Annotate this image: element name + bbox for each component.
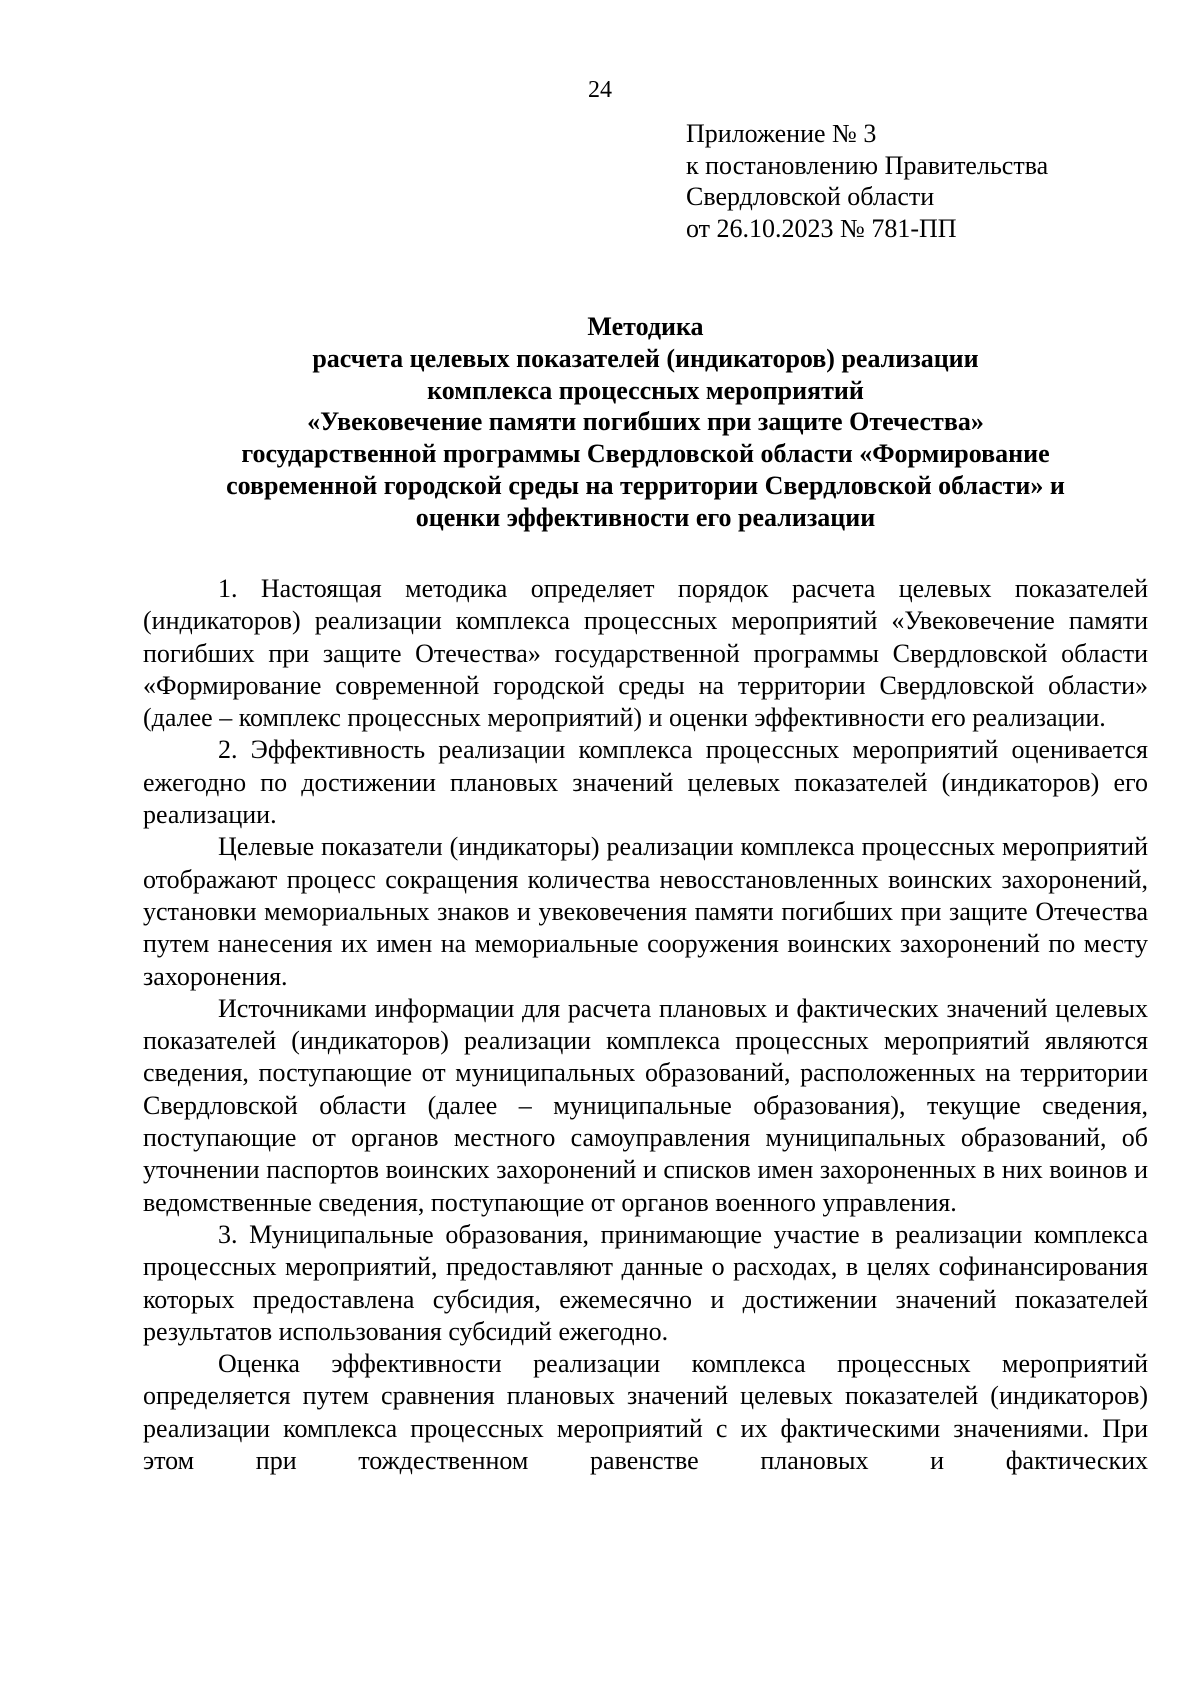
title-line: современной городской среды на территории Свердловской области» и	[226, 470, 1065, 500]
title-line: «Увековечение памяти погибших при защите Отечества»	[307, 407, 984, 437]
body-paragraph: 3. Муниципальные образования, принимающие участие в реализации комплекса процессных мероприятий, предоставляют данные о расходах, в целях софинансирования которых предоставлена субсидия, ежемесячно и достижении значений показателей результатов использования субсидий ежегодно.	[143, 1219, 1148, 1346]
body-paragraph: 2. Эффективность реализации комплекса процессных мероприятий оценивается ежегодно по достижении плановых значений целевых показателей (индикаторов) его реализации.	[143, 735, 1148, 830]
appendix-line: к постановлению Правительства	[686, 150, 1049, 180]
appendix-line: от 26.10.2023 № 781-ПП	[686, 213, 957, 243]
title-line: Методика	[587, 312, 704, 341]
document-body	[143, 573, 1148, 1477]
title-line: комплекса процессных мероприятий	[427, 375, 864, 405]
body-paragraph: Источниками информации для расчета плановых и фактических значений целевых показателей (индикаторов) реализации комплекса процессных мероприятий являются сведения, поступающие от муниципальных образований, расположенных на территории Свердловской области (далее – муниципальные образования), текущие сведения, поступающие от органов местного самоуправления муниципальных образований, об уточнении паспортов воинских захоронений и списков имен захороненных в них воинов и ведомственные сведения, поступающие от органов военного управления.	[143, 993, 1148, 1217]
title-line: государственной программы Свердловской области «Формирование	[241, 439, 1050, 469]
appendix-line: Приложение № 3	[686, 119, 877, 148]
document-title	[143, 311, 1148, 534]
appendix-line: Свердловской области	[686, 182, 935, 211]
page-number: 24	[588, 77, 612, 103]
title-line: оценки эффективности его реализации	[415, 502, 876, 532]
body-paragraph: Целевые показатели (индикаторы) реализации комплекса процессных мероприятий отображают процесс сокращения количества невосстановленных воинских захоронений, установки мемориальных знаков и увековечения памяти погибших при защите Отечества путем нанесения их имен на мемориальные сооружения воинских захоронений по месту захоронения.	[143, 832, 1148, 991]
body-paragraph: 1. Настоящая методика определяет порядок расчета целевых показателей (индикаторов) реализации комплекса процессных мероприятий «Увековечение памяти погибших при защите Отечества» государственной программы Свердловской области «Формирование современной городской среды на территории Свердловской области» (далее – комплекс процессных мероприятий) и оценки эффективности его реализации.	[143, 574, 1148, 733]
appendix-header	[686, 118, 1048, 244]
body-paragraph: Оценка эффективности реализации комплекса процессных мероприятий определяется путем сравнения плановых значений целевых показателей (индикаторов) реализации комплекса процессных мероприятий с их фактическими значениями. При этом при тождественном равенстве плановых и фактических	[143, 1349, 1148, 1476]
title-line: расчета целевых показателей (индикаторов) реализации	[312, 343, 979, 373]
